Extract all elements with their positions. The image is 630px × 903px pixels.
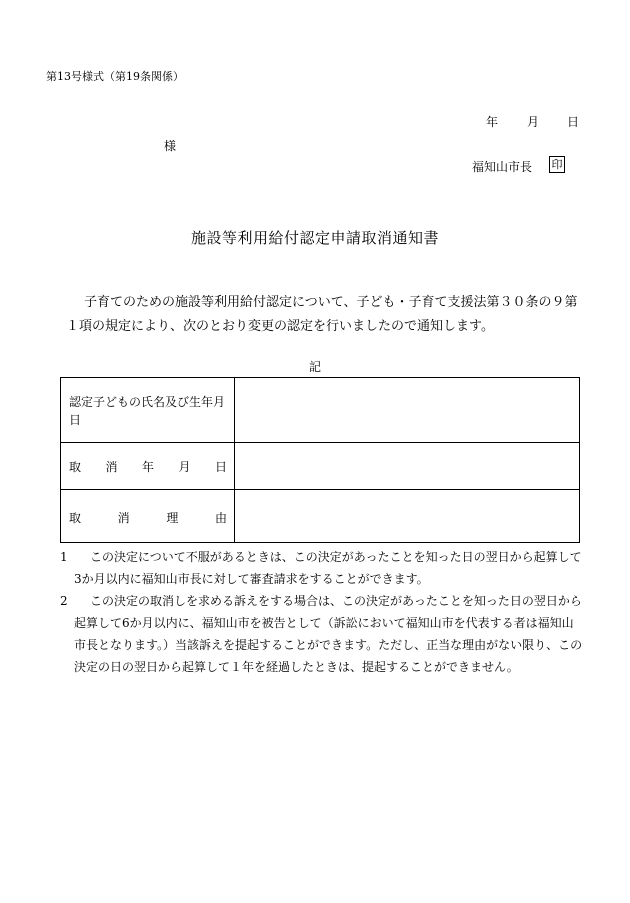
table-row-divider [61,489,579,490]
table-row-divider [61,442,579,443]
cancellation-date-label [69,458,227,475]
note-text: この決定について不服があるときは、この決定があったことを知った日の翌日から起算して3か月以内に福知山市長に対して審査請求をすることができます。 [74,550,582,586]
label-char: 月 [178,460,191,474]
seal-stamp-icon: 印 [549,156,565,173]
issuer-name: 福知山市長 [472,160,533,174]
notes-section [60,546,585,678]
label-char: 消 [105,460,118,474]
table-column-divider [234,378,235,542]
body-paragraph-text: 子育てのための施設等利用給付認定について、子ども・子育て支援法第３０条の９第１項の規定により、次のとおり変更の認定を行いましたので通知します。 [66,295,578,334]
note-item [60,546,585,590]
note-number: 1 [60,550,68,564]
recipient-suffix: 様 [164,139,177,153]
label-char: 消 [117,511,130,525]
day-label: 日 [567,115,580,129]
cancellation-reason-label [69,509,227,526]
note-text: この決定の取消しを求める訴えをする場合は、この決定があったことを知った日の翌日から起算して6か月以内に、福知山市を被告として（訴訟において福知山市を代表する者は福知山市長となります。）当該訴えを提起することができます。ただし、正当な理由がない限り、この決定の日の翌日から起算して１年を経過したときは、提起することができません。 [74,594,583,674]
info-table [60,377,580,543]
document-title: 施設等利用給付認定申請取消通知書 [190,229,439,247]
form-number: 第13号様式（第19条関係） [46,70,184,83]
label-char: 由 [214,511,227,525]
year-label: 年 [486,115,499,129]
body-paragraph [66,291,586,339]
ki-marker: 記 [308,360,321,374]
note-item [60,590,585,678]
month-label: 月 [527,115,540,129]
label-char: 理 [166,511,179,525]
label-char: 取 [69,511,82,525]
child-name-birthdate-label: 認定子どもの氏名及び生年月日 [69,395,226,427]
label-char: 年 [141,460,154,474]
note-number: 2 [60,594,68,608]
label-char: 日 [214,460,227,474]
label-char: 取 [69,460,82,474]
